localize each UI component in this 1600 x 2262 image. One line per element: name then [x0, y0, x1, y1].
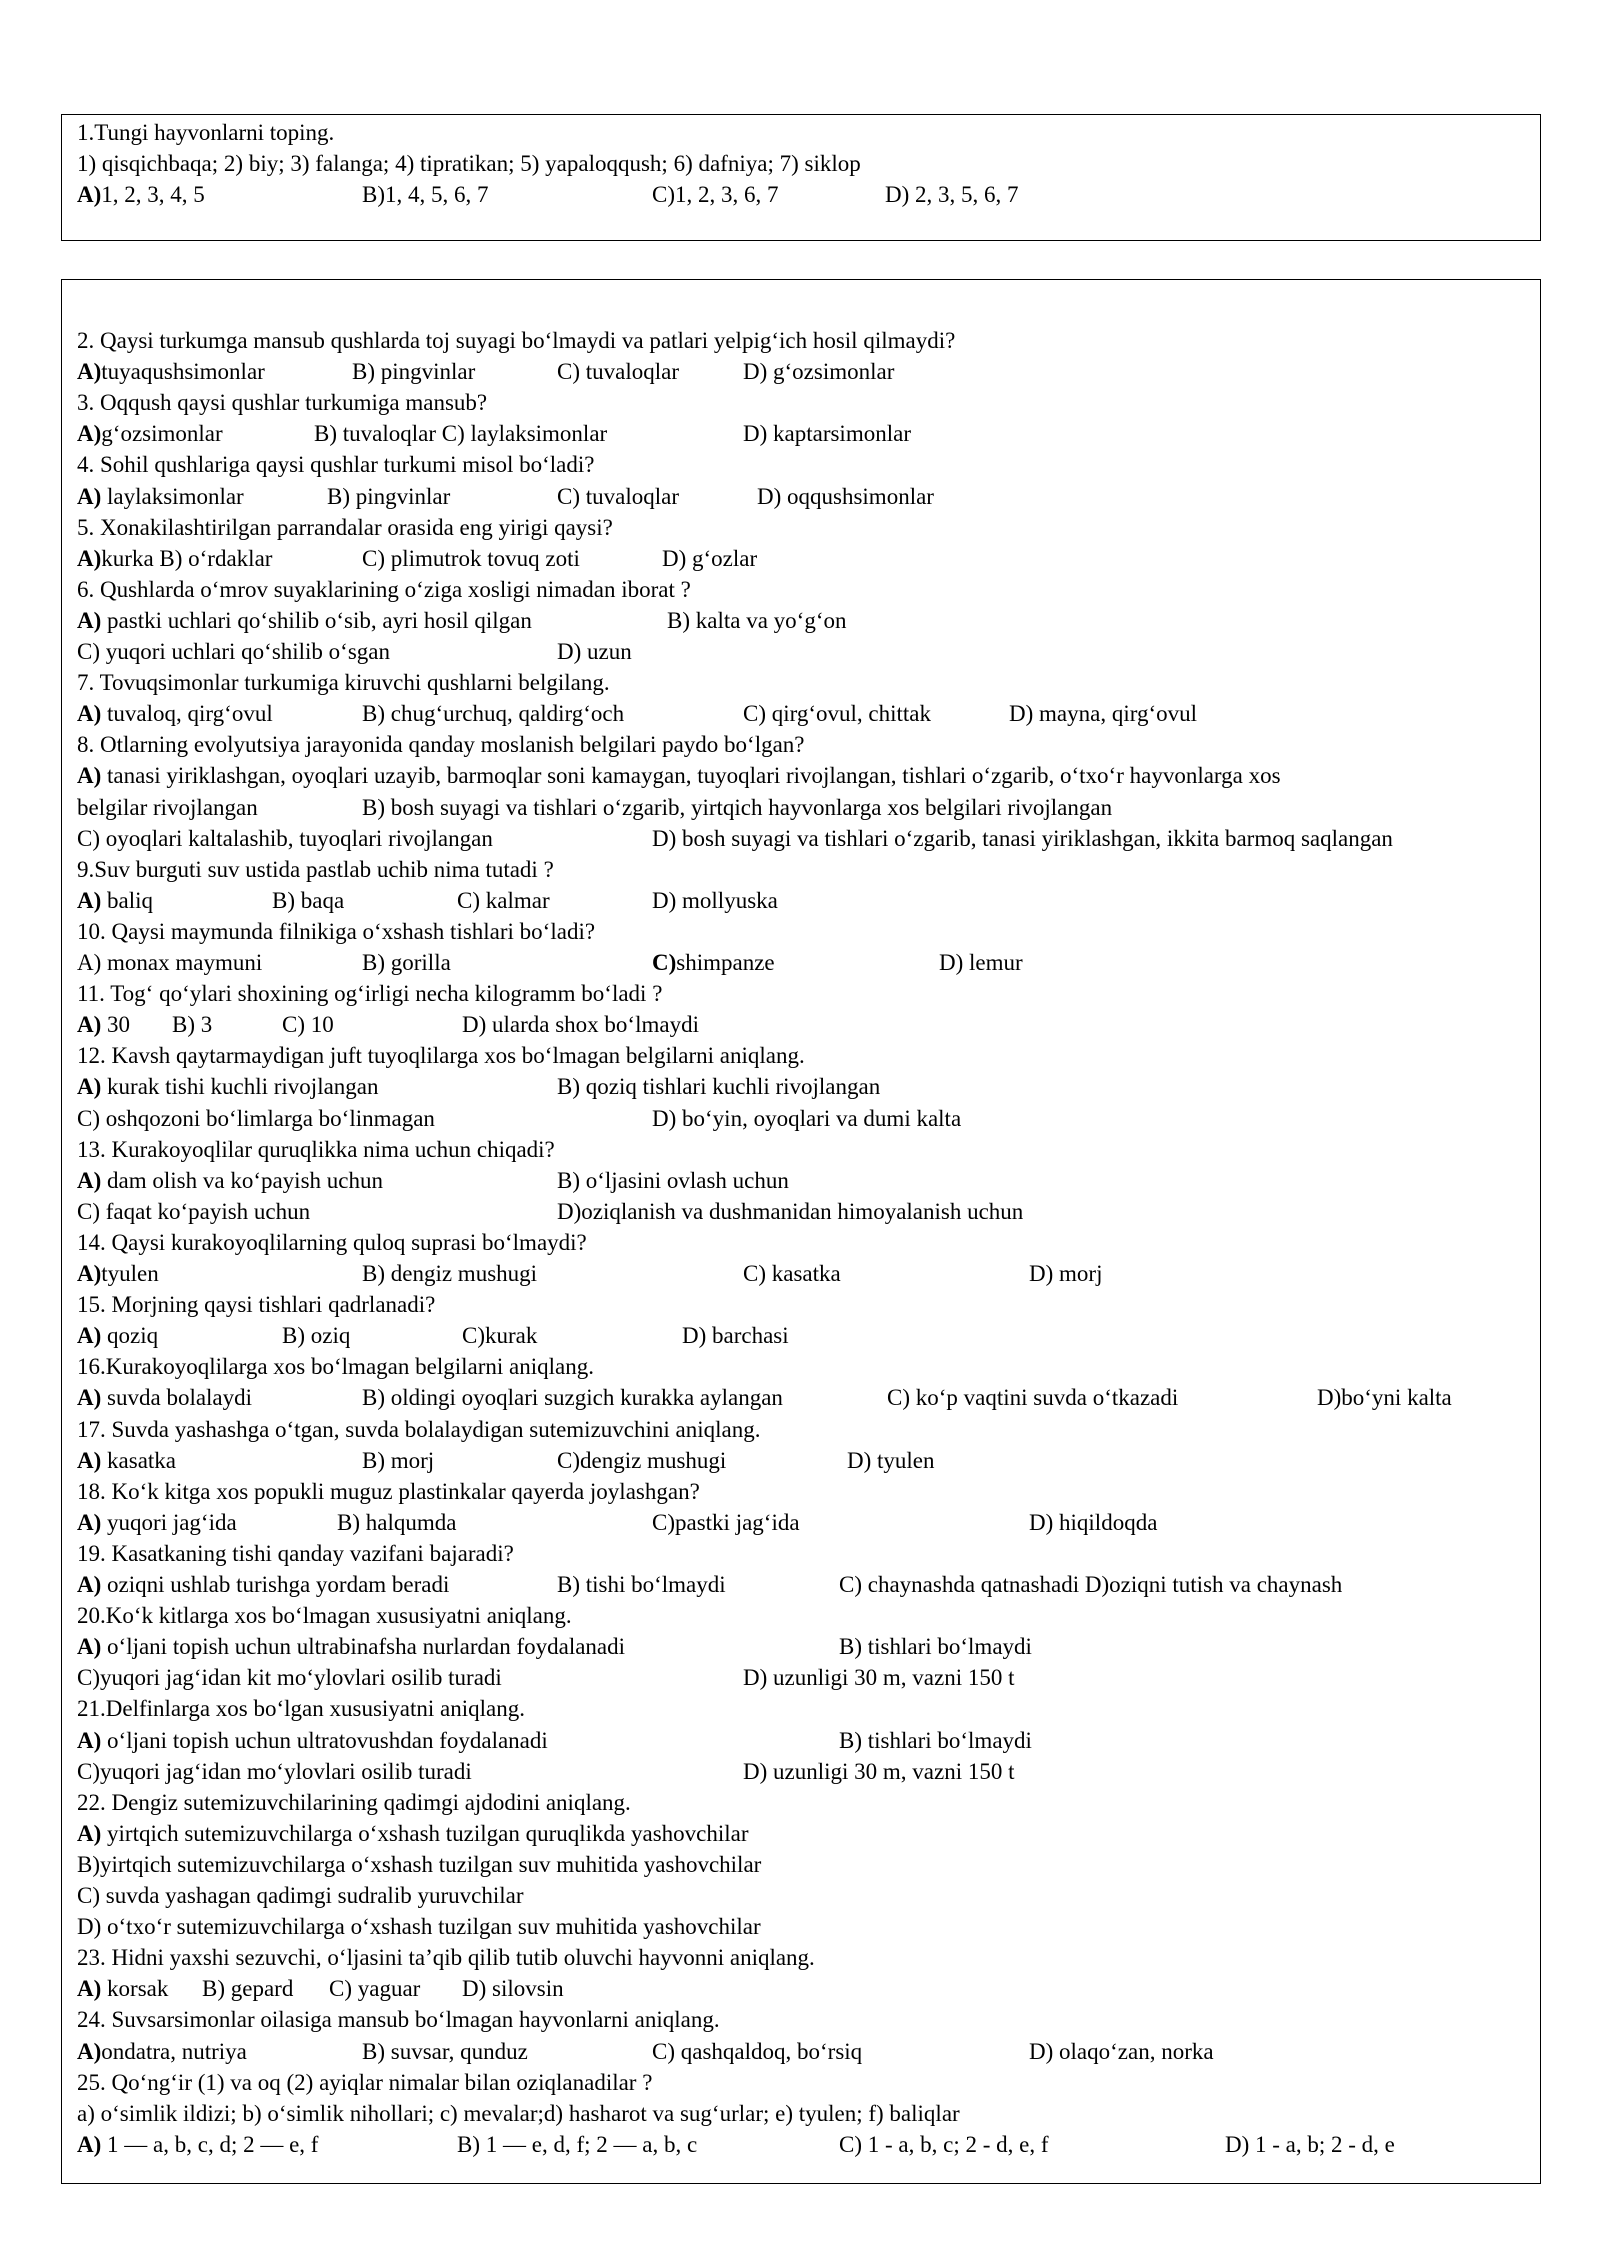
question-line: 24. Suvsarsimonlar oilasiga mansub bo‘lmagan hayvonlarni aniqlang.: [77, 2007, 720, 2033]
answer-option: A) o‘ljani topish uchun ultrabinafsha nurlardan foydalanadi: [77, 1634, 626, 1660]
question-1-items: 1) qisqichbaqa; 2) biy; 3) falanga; 4) tipratikan; 5) yapaloqqush; 6) dafniya; 7) siklop: [77, 151, 861, 176]
answer-option: B) morj: [362, 1447, 435, 1473]
answer-option: A) o‘ljani topish uchun ultratovushdan foydalanadi: [77, 1727, 548, 1753]
answer-options-row: [77, 356, 1536, 387]
answer-option: D) uzunligi 30 m, vazni 150 t: [743, 1758, 1015, 1784]
answer-option: B) baqa: [272, 887, 345, 913]
answer-option: B) chug‘urchuq, qaldirg‘och: [362, 701, 625, 727]
answer-options-row: [77, 1662, 1536, 1693]
question-1-options: [77, 179, 1536, 210]
answer-option: B) qoziq tishlari kuchli rivojlangan: [557, 1074, 881, 1100]
answer-option: B) tishi bo‘lmaydi: [557, 1572, 726, 1597]
question-line: 5. Xonakilashtirilgan parrandalar orasida eng yirigi qaysi?: [77, 514, 613, 540]
answer-option: A) qoziq: [77, 1323, 159, 1349]
answer-options-row: [77, 1569, 1536, 1600]
answer-options-row: [77, 1103, 1536, 1134]
answer-option: A) 30: [77, 1012, 131, 1038]
answer-options-row: [77, 698, 1536, 729]
answer-options-row: [77, 885, 1536, 916]
answer-option: B) oldingi oyoqlari suzgich kurakka aylangan: [362, 1385, 783, 1411]
question-line: 9.Suv burguti suv ustida pastlab uchib nima tutadi ?: [77, 856, 554, 882]
answer-option: A) dam olish va ko‘payish uchun: [77, 1167, 383, 1193]
answer-option: A)tuyaqushsimonlar: [77, 359, 265, 385]
answer-option: B) pingvinlar: [327, 483, 451, 509]
answer-option: C)kurak: [462, 1323, 538, 1349]
question-line: 25. Qo‘ng‘ir (1) va oq (2) ayiqlar nimalar bilan oziqlanadilar ?: [77, 2069, 653, 2095]
answer-option: C) yuqori uchlari qo‘shilib o‘sgan: [77, 639, 391, 664]
answer-option: B) gorilla: [362, 950, 451, 975]
answer-option: C) plimutrok tovuq zoti: [362, 545, 580, 571]
option-c: C)1, 2, 3, 6, 7: [652, 182, 779, 207]
answer-options-row: [77, 823, 1536, 854]
answer-option: B) dengiz mushugi: [362, 1261, 538, 1286]
answer-option: B) 1 — e, d, f; 2 — a, b, c: [457, 2131, 698, 2157]
question-line: 3. Oqqush qaysi qushlar turkumiga mansub?: [77, 390, 488, 416]
answer-options-row: [77, 418, 1536, 449]
answer-option: A)g‘ozsimonlar: [77, 421, 223, 447]
answer-option: B) suvsar, qunduz: [362, 2038, 528, 2064]
answer-options-row: [77, 636, 1536, 667]
answer-option: A) baliq: [77, 887, 154, 913]
answer-options-row: [77, 1258, 1536, 1289]
answer-option: D) ularda shox bo‘lmaydi: [462, 1012, 699, 1038]
question-line: B)yirtqich sutemizuvchilarga o‘xshash tuzilgan suv muhitida yashovchilar: [77, 1851, 762, 1877]
answer-option: B) o‘ljasini ovlash uchun: [557, 1167, 789, 1193]
answer-option: A)ondatra, nutriya: [77, 2038, 247, 2064]
question-line: 4. Sohil qushlariga qaysi qushlar turkumi misol bo‘ladi?: [77, 452, 595, 478]
answer-options-row: [77, 1071, 1536, 1102]
answer-option: A)tyulen: [77, 1261, 159, 1286]
answer-option: C) kalmar: [457, 887, 550, 913]
answer-option: A) tanasi yiriklashgan, oyoqlari uzayib, barmoqlar soni kamaygan, tuyoqlari rivojlangan, tishlari o‘zgarib, o‘txo‘r hayvonlarga xos: [77, 763, 1281, 789]
answer-options-row: [77, 1165, 1536, 1196]
questions-box: [61, 279, 1541, 2184]
answer-options-row: [77, 481, 1536, 512]
question-line: 12. Kavsh qaytarmaydigan juft tuyoqlilarga xos bo‘lmagan belgilarni aniqlang.: [77, 1043, 805, 1069]
question-line: 17. Suvda yashashga o‘tgan, suvda bolalaydigan sutemizuvchini aniqlang.: [77, 1416, 761, 1442]
answer-options-row: [77, 1631, 1536, 1662]
answer-option: C) tuvaloqlar: [557, 483, 679, 509]
answer-option: A) laylaksimonlar: [77, 483, 244, 509]
answer-option: D) uzun: [557, 639, 632, 664]
question-line: 14. Qaysi kurakoyoqlilarning quloq suprasi bo‘lmaydi?: [77, 1229, 587, 1255]
answer-option: D)bo‘yni kalta: [1317, 1385, 1452, 1411]
question-line: 21.Delfinlarga xos bo‘lgan xususiyatni aniqlang.: [77, 1696, 525, 1722]
answer-options-row: [77, 1445, 1536, 1476]
question-line: 11. Tog‘ qo‘ylari shoxining og‘irligi necha kilogramm bo‘ladi ?: [77, 981, 663, 1007]
answer-option: C) qirg‘ovul, chittak: [743, 701, 932, 727]
answer-option: C) tuvaloqlar: [557, 359, 679, 385]
answer-option: B) pingvinlar: [352, 359, 476, 385]
answer-option: D) lemur: [939, 950, 1023, 975]
answer-option: A) kurak tishi kuchli rivojlangan: [77, 1074, 379, 1100]
answer-options-row: [77, 792, 1536, 823]
answer-options-row: [77, 2036, 1536, 2067]
answer-option: B) halqumda: [337, 1509, 457, 1535]
answer-option: D) olaqo‘zan, norka: [1029, 2038, 1214, 2064]
answer-options-row: [77, 1725, 1536, 1756]
answer-option: C)shimpanze: [652, 950, 775, 975]
question-line: 6. Qushlarda o‘mrov suyaklarining o‘ziga xosligi nimadan iborat ?: [77, 576, 691, 602]
question-line: 10. Qaysi maymunda filnikiga o‘xshash tishlari bo‘ladi?: [77, 918, 596, 944]
answer-option: D)oziqlanish va dushmanidan himoyalanish uchun: [557, 1198, 1024, 1224]
question-line: 15. Morjning qaysi tishlari qadrlanadi?: [77, 1292, 436, 1318]
answer-option: B) tishlari bo‘lmaydi: [839, 1634, 1032, 1660]
question-line: a) o‘simlik ildizi; b) o‘simlik nihollari; c) mevalar;d) hasharot va sug‘urlar; e) tyulen; f) baliqlar: [77, 2100, 960, 2126]
answer-options-row: [77, 2129, 1536, 2160]
answer-options-row: [77, 1507, 1536, 1538]
answer-option: D) tyulen: [847, 1447, 935, 1473]
answer-option: A) suvda bolalaydi: [77, 1385, 253, 1411]
answer-option: C)pastki jag‘ida: [652, 1509, 800, 1535]
answer-option: C) qashqaldoq, bo‘rsiq: [652, 2038, 863, 2064]
answer-option: C) kasatka: [743, 1261, 841, 1286]
answer-option: A) pastki uchlari qo‘shilib o‘sib, ayri hosil qilgan: [77, 607, 532, 633]
answer-option: B) bosh suyagi va tishlari o‘zgarib, yirtqich hayvonlarga xos belgilari rivojlangan: [362, 794, 1113, 820]
answer-options-row: [77, 760, 1536, 791]
answer-option: C)yuqori jag‘idan mo‘ylovlari osilib turadi: [77, 1758, 472, 1784]
question-line: 23. Hidni yaxshi sezuvchi, o‘ljasini ta’qib qilib tutib oluvchi hayvonni aniqlang.: [77, 1945, 815, 1971]
answer-option: B) 3: [172, 1012, 213, 1038]
answer-options-row: [77, 543, 1536, 574]
answer-option: C) 1 - a, b, c; 2 - d, e, f: [839, 2131, 1049, 2157]
answer-option: C) oyoqlari kaltalashib, tuyoqlari rivojlangan: [77, 825, 493, 851]
question-line: 22. Dengiz sutemizuvchilarining qadimgi ajdodini aniqlang.: [77, 1789, 631, 1815]
question-line: 7. Tovuqsimonlar turkumiga kiruvchi qushlarni belgilang.: [77, 670, 610, 696]
answer-options-row: [77, 1382, 1536, 1413]
answer-option: A) kasatka: [77, 1447, 176, 1473]
answer-option: B) gepard: [202, 1976, 294, 2002]
question-line: 8. Otlarning evolyutsiya jarayonida qanday moslanish belgilari paydo bo‘lgan?: [77, 732, 805, 758]
answer-option: D) uzunligi 30 m, vazni 150 t: [743, 1665, 1015, 1691]
answer-option: D) barchasi: [682, 1323, 789, 1349]
answer-options-row: [77, 1196, 1536, 1227]
question-line: D) o‘txo‘r sutemizuvchilarga o‘xshash tuzilgan suv muhitida yashovchilar: [77, 1914, 761, 1940]
question-line: 20.Ko‘k kitlarga xos bo‘lmagan xususiyatni aniqlang.: [77, 1603, 572, 1629]
answer-option: C) chaynashda qatnashadi D)oziqni tutish va chaynash: [839, 1572, 1343, 1597]
answer-option: A) yuqori jag‘ida: [77, 1509, 237, 1535]
option-b: B)1, 4, 5, 6, 7: [362, 182, 489, 207]
answer-option: A) monax maymuni: [77, 950, 263, 975]
answer-options-row: [77, 1973, 1536, 2004]
answer-option: D) oqqushsimonlar: [757, 483, 934, 509]
answer-option: D) mayna, qirg‘ovul: [1009, 701, 1198, 727]
answer-option: C) ko‘p vaqtini suvda o‘tkazadi: [887, 1385, 1179, 1411]
answer-option: A) yirtqich sutemizuvchilarga o‘xshash tuzilgan quruqlikda yashovchilar: [77, 1820, 749, 1846]
option-a: A)1, 2, 3, 4, 5: [77, 182, 205, 207]
answer-option: B) kalta va yo‘g‘on: [667, 607, 847, 633]
answer-option: D) silovsin: [462, 1976, 564, 2002]
answer-option: C) faqat ko‘payish uchun: [77, 1198, 311, 1224]
answer-option: A)kurka B) o‘rdaklar: [77, 545, 273, 571]
answer-option: D) bo‘yin, oyoqlari va dumi kalta: [652, 1105, 962, 1131]
answer-option: D) g‘ozsimonlar: [743, 359, 895, 385]
question-1-title: 1.Tungi hayvonlarni toping.: [77, 120, 335, 145]
question-line: 19. Kasatkaning tishi qanday vazifani bajaradi?: [77, 1540, 514, 1566]
answer-options-row: [77, 1818, 1536, 1849]
answer-option: C) yaguar: [329, 1976, 421, 2002]
answer-options-row: [77, 947, 1536, 978]
answer-option: D) mollyuska: [652, 887, 778, 913]
answer-option: B) oziq: [282, 1323, 351, 1349]
question-line: 18. Ko‘k kitga xos popukli muguz plastinkalar qayerda joylashgan?: [77, 1478, 700, 1504]
answer-option: D) g‘ozlar: [662, 545, 758, 571]
question-line: C) suvda yashagan qadimgi sudralib yuruvchilar: [77, 1883, 524, 1908]
answer-options-row: [77, 1009, 1536, 1040]
question-line: 13. Kurakoyoqlilar quruqlikka nima uchun chiqadi?: [77, 1136, 555, 1162]
answer-option: A) oziqni ushlab turishga yordam beradi: [77, 1572, 450, 1597]
answer-option: A) tuvaloq, qirg‘ovul: [77, 701, 273, 727]
option-d: D) 2, 3, 5, 6, 7: [885, 182, 1019, 207]
answer-option: D) morj: [1029, 1261, 1103, 1286]
answer-option: B) tuvaloqlar C) laylaksimonlar: [314, 421, 608, 447]
answer-option: A) korsak: [77, 1976, 169, 2002]
answer-options-row: [77, 605, 1536, 636]
answer-option: C)dengiz mushugi: [557, 1447, 727, 1473]
answer-option: C) 10: [282, 1012, 334, 1038]
answer-option: A) 1 — a, b, c, d; 2 — e, f: [77, 2131, 319, 2157]
answer-option: C)yuqori jag‘idan kit mo‘ylovlari osilib turadi: [77, 1665, 502, 1691]
answer-option: D) hiqildoqda: [1029, 1509, 1158, 1535]
answer-options-row: [77, 1320, 1536, 1351]
question-line: 2. Qaysi turkumga mansub qushlarda toj suyagi bo‘lmaydi va patlari yelpig‘ich hosil qilmaydi?: [77, 328, 956, 353]
answer-option: D) kaptarsimonlar: [743, 421, 911, 447]
question-line: 16.Kurakoyoqlilarga xos bo‘lmagan belgilarni aniqlang.: [77, 1354, 594, 1380]
answer-option: C) oshqozoni bo‘limlarga bo‘linmagan: [77, 1105, 435, 1131]
answer-option: D) 1 - a, b; 2 - d, e: [1225, 2131, 1395, 2157]
question-1-box: [61, 114, 1541, 241]
answer-options-row: [77, 1756, 1536, 1787]
answer-option: B) tishlari bo‘lmaydi: [839, 1727, 1032, 1753]
answer-option: D) bosh suyagi va tishlari o‘zgarib, tanasi yiriklashgan, ikkita barmoq saqlangan: [652, 825, 1393, 851]
answer-option: belgilar rivojlangan: [77, 794, 258, 820]
